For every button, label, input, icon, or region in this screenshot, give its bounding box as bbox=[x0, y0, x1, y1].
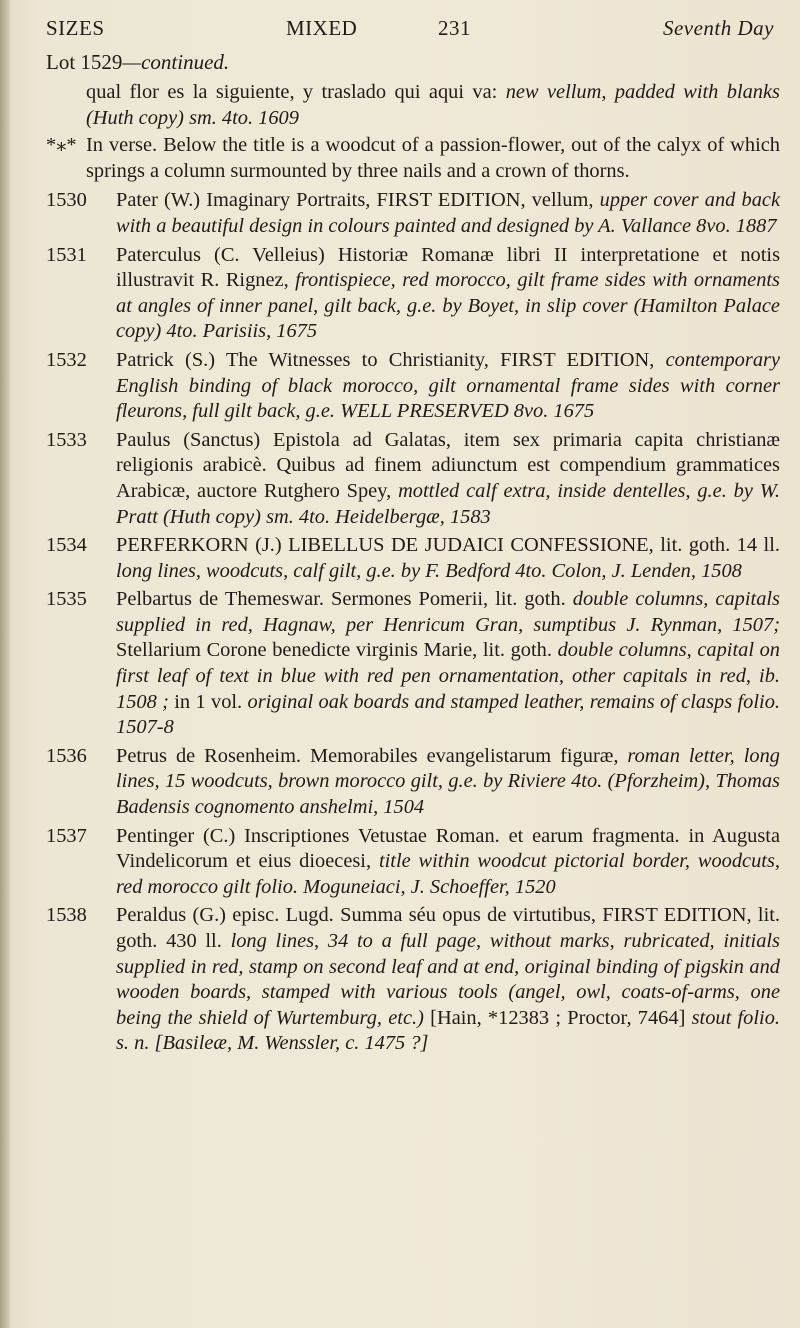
lot-entry bbox=[46, 428, 780, 530]
entry-binding: contemporary English binding of black morocco, gilt ornamental frame sides with corner fleurons, full gilt back, g.e. WELL PRESERVED bbox=[116, 348, 780, 423]
entries-list bbox=[46, 80, 780, 1060]
entry-volume: in 1 vol. bbox=[174, 690, 243, 713]
entry-binding: title within woodcut pictorial border, woodcuts, red morocco gilt bbox=[116, 850, 780, 898]
entry-detail: double columns, capitals supplied in red, Hagnaw, per Henricum Gran, sumptibus J. Rynman, 1507; bbox=[116, 588, 780, 636]
entry-title: Patrick (S.) The Witnesses to Christianity, FIRST EDITION, bbox=[116, 348, 655, 371]
entry-binding: original oak boards and stamped leather, remains of clasps bbox=[247, 690, 733, 713]
lot-entry bbox=[46, 903, 780, 1057]
page-number: 231 bbox=[438, 16, 471, 40]
entry-title: Pater (W.) Imaginary Portraits, FIRST EDITION, vellum, bbox=[116, 189, 594, 212]
lot-entry bbox=[46, 243, 780, 345]
entry-format: 4to. Colon, J. Lenden, 1508 bbox=[515, 559, 742, 582]
lot-entry bbox=[46, 188, 780, 239]
note-mark: *⁎* bbox=[46, 134, 77, 157]
entry-title: Pelbartus de Themeswar. Sermones Pomerii, lit. goth. bbox=[116, 588, 566, 611]
header-day: Seventh Day bbox=[662, 16, 774, 40]
entry-binding: upper cover and back with a beautiful design in colours painted and designed by A. Vallance bbox=[116, 189, 780, 237]
intro-part3: sm. 4to. 1609 bbox=[189, 106, 299, 129]
entry-title: Pentinger (C.) Inscriptiones Vetustae Roman. et earum fragmenta. in Augusta Vindelicorum et eius dioecesi, bbox=[116, 824, 780, 873]
lot-heading bbox=[46, 50, 229, 75]
entry-format: 4to. Parisiis, 1675 bbox=[166, 320, 318, 343]
entry-title: Paulus (Sanctus) Epistola ad Galatas, item sex primaria capita christianæ religionis arabicè. Quibus ad finem adiunctum est compendium grammatices Arabicæ, auctore Rutghero Spey, bbox=[116, 428, 780, 502]
entry-format: folio. 1507-8 bbox=[116, 690, 780, 739]
intro-part1: qual flor es la siguiente, y traslado qui aqui va: bbox=[86, 81, 498, 103]
lot-number: 1536 bbox=[46, 744, 87, 767]
lot-number: 1530 bbox=[46, 189, 87, 212]
page-edge bbox=[0, 0, 10, 1328]
entry-format: 4to. (Pforzheim), Thomas Badensis cognomento anshelmi, 1504 bbox=[116, 770, 780, 819]
entry-format: 8vo. 1887 bbox=[696, 214, 777, 237]
lot-entry bbox=[46, 824, 780, 901]
continued-entry bbox=[46, 80, 780, 131]
lot-entry bbox=[46, 348, 780, 425]
header-mixed: MIXED bbox=[286, 16, 358, 40]
entry-second-title: Stellarium Corone benedicte virginis Marie, lit. goth. bbox=[116, 639, 552, 662]
lot-number: 1533 bbox=[46, 428, 87, 451]
note-text: In verse. Below the title is a woodcut of a passion-flower, out of the calyx of which springs a column surmounted by three nails and a crown of thorns. bbox=[86, 134, 780, 182]
lot-number: 1538 bbox=[46, 904, 87, 927]
entry-format: folio. Moguneiaci, J. Schoeffer, 1520 bbox=[255, 875, 556, 898]
entry-binding: roman letter, long lines, 15 woodcuts, brown morocco gilt, g.e. by Riviere bbox=[116, 744, 780, 793]
entry-binding: mottled calf extra, inside dentelles, g.e. by W. Pratt (Huth copy) bbox=[116, 479, 780, 528]
entry-binding: long lines, 34 to a full page, without marks, rubricated, initials supplied in red, stamp on second leaf and at end, original binding of pigskin and wooden boards, stamped with various tools (angel, owl, coats-of-arms, one being the shield of Wurtemburg, etc.) bbox=[116, 930, 780, 1029]
entry-format: sm. 4to. Heidelbergæ, 1583 bbox=[266, 505, 491, 528]
entry-detail-2: double columns, capital on first leaf of text in blue with red pen ornamentation, other capitals in red, ib. 1508 ; bbox=[116, 639, 781, 713]
lot-entry bbox=[46, 587, 780, 741]
entry-title: Petrus de Rosenheim. Memorabiles evangelistarum figuræ, bbox=[116, 744, 619, 767]
entry-reference: [Hain, *12383 ; Proctor, 7464] bbox=[430, 1006, 686, 1029]
entry-title: Peraldus (G.) episc. Lugd. Summa séu opus de virtutibus, FIRST EDITION, lit. goth. 430 ll. bbox=[116, 904, 780, 952]
lot-number: 1537 bbox=[46, 824, 87, 847]
entry-format: stout folio. s. n. [Basileæ, M. Wenssler, c. 1475 ?] bbox=[116, 1006, 781, 1055]
entry-binding: long lines, woodcuts, calf gilt, g.e. by F. Bedford bbox=[116, 559, 511, 582]
lot-number: 1534 bbox=[46, 534, 87, 557]
lot-heading-continued: —continued. bbox=[122, 50, 230, 74]
intro-part2: new vellum, padded with blanks (Huth copy) bbox=[86, 81, 780, 129]
lot-entry bbox=[46, 533, 780, 584]
running-header bbox=[46, 10, 774, 44]
entry-title: Paterculus (C. Velleius) Historiæ Romanæ libri II interpretatione et notis illustravit R. Rignez, bbox=[116, 243, 780, 292]
lot-number: 1535 bbox=[46, 588, 87, 611]
lot-entry bbox=[46, 744, 780, 821]
entry-binding: frontispiece, red morocco, gilt frame sides with ornaments at angles of inner panel, gilt back, g.e. by Boyet, in slip cover (Hamilton Palace copy) bbox=[116, 269, 780, 343]
footnote bbox=[46, 133, 780, 184]
lot-number: 1532 bbox=[46, 348, 87, 371]
entry-format: 8vo. 1675 bbox=[513, 400, 595, 423]
lot-heading-prefix: Lot 1529 bbox=[46, 50, 123, 74]
header-sizes: SIZES bbox=[46, 16, 105, 40]
entry-title: PERFERKORN (J.) LIBELLUS DE JUDAICI CONFESSIONE, lit. goth. 14 ll. bbox=[116, 534, 780, 557]
lot-number: 1531 bbox=[46, 243, 87, 266]
